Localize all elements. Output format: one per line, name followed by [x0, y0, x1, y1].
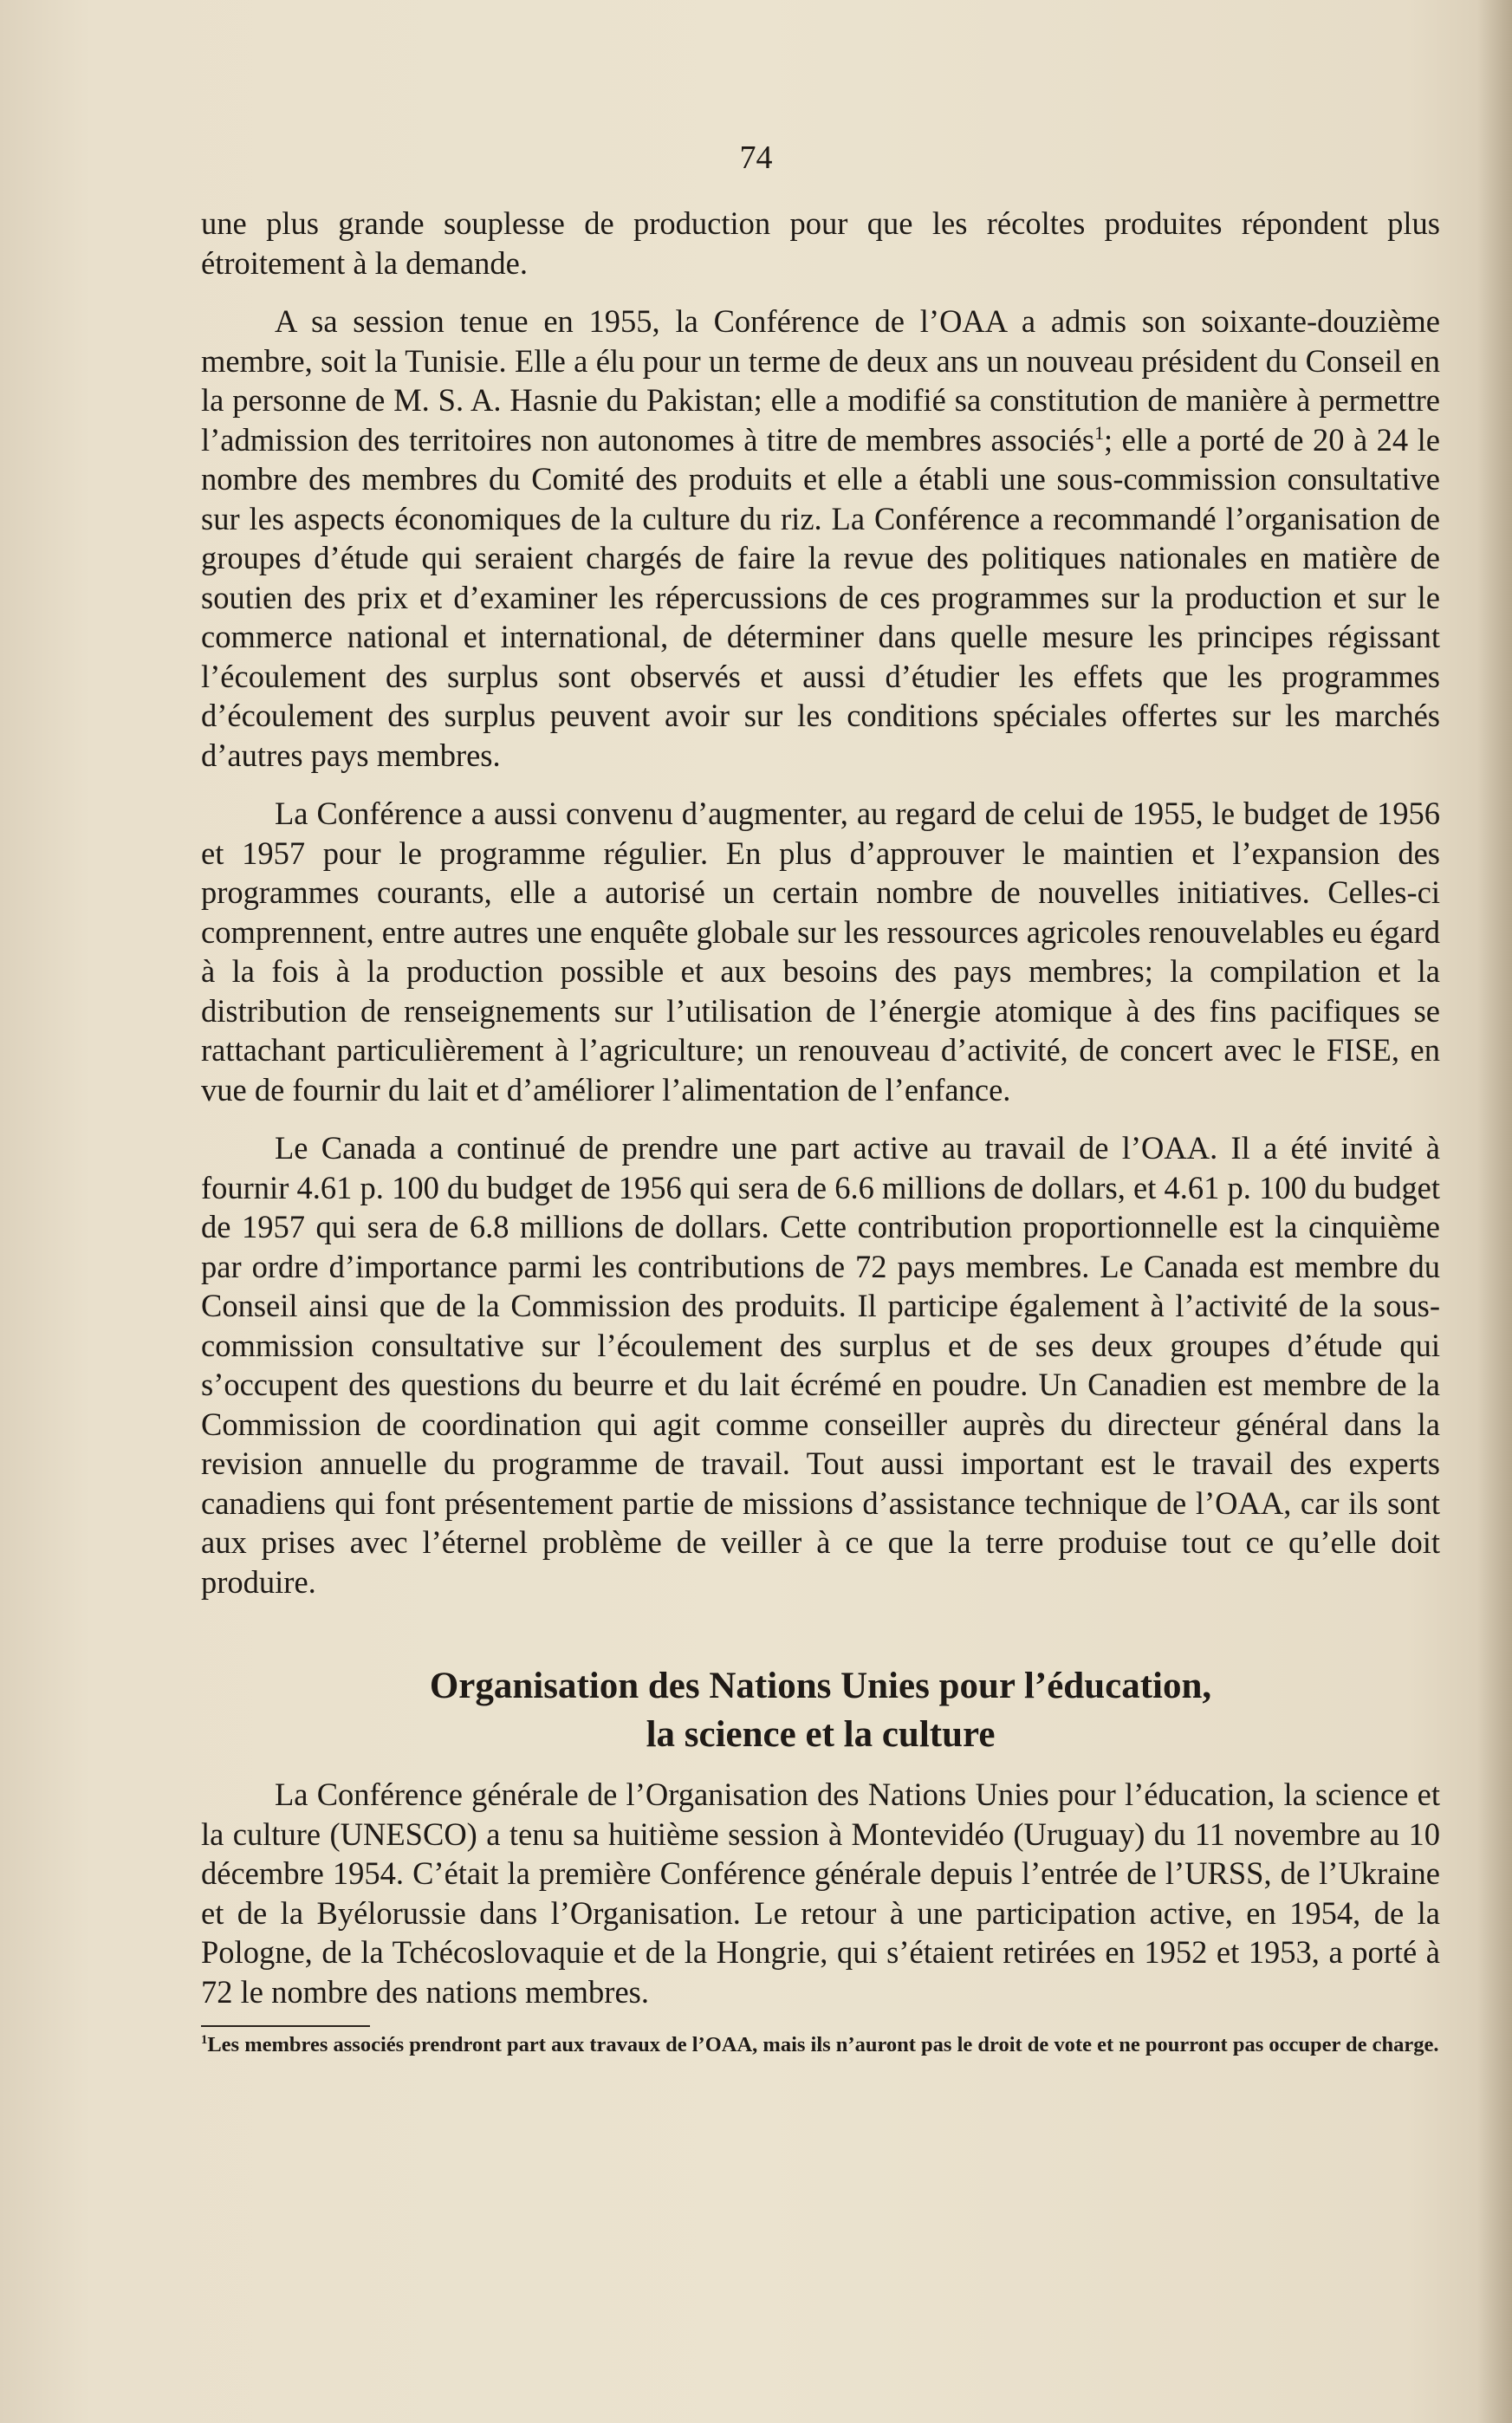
page-number: 74 [739, 140, 773, 176]
footnote-mark: 1 [201, 2032, 208, 2047]
paragraph-canada-oaa: Le Canada a continué de prendre une part active au travail de l’OAA. Il a été invité à fournir 4.61 p. 100 du budget de 1956 qui sera de 6.6 millions de dollars, et 4.61 p. 100 du budget de 1957 qui sera de 6.8 millions de dollars. Cette contribution proportionnelle est la cinquième par ordre d’importance parmi les contributions de 72 pays membres. Le Canada est membre du Conseil ainsi que de la Commission des produits. Il participe également à l’activité de la sous-commission consultative sur l’écoulement des surplus et de ses deux groupes d’étude qui s’occupent des questions du beurre et du lait écrémé en poudre. Un Canadien est membre de la Commission de coordination qui agit comme conseiller auprès du directeur général dans la revision annuelle du programme de travail. Tout aussi important est le travail des experts canadiens qui font présentement partie de missions d’assistance technique de l’OAA, car ils sont aux prises avec l’éternel problème de veiller à ce que la terre produise tout ce qu’elle doit produire. [201, 1130, 1440, 1600]
section-heading-line1: Organisation des Nations Unies pour l’éducation, [429, 1666, 1212, 1706]
paragraph-unesco-conference: La Conférence générale de l’Organisation des Nations Unies pour l’éducation, la science et la culture (UNESCO) a tenu sa huitième session à Montevidéo (Uruguay) du 11 novembre au 10 décembre 1954. C’était la première Conférence générale depuis l’entrée de l’URSS, de l’Ukraine et de la Byélorussie dans l’Organisation. Le retour à une participation active, en 1954, de la Pologne, de la Tchécoslovaquie et de la Hongrie, qui s’étaient retirées en 1952 et 1953, a porté à 72 le nombre des nations membres. [201, 1777, 1440, 2010]
paragraph-oaa-session-part1: A sa session tenue en 1955, la Conférence de l’OAA a admis son soixante-douzième membre, soit la Tunisie. Elle a élu pour un terme de deux ans un nouveau président du Conseil en la personne de M. S. A. Hasnie du Pakistan; elle a modifié sa constitution de manière à permettre l’admission des territoires non autonomes à titre de membres associés [201, 303, 1440, 458]
page-edge-shadow [1477, 0, 1512, 2423]
footnote-reference: 1 [1094, 421, 1105, 444]
body-text [201, 204, 1440, 2058]
section-heading-unesco [253, 1662, 1388, 1759]
paragraph-oaa-session-part2: ; elle a porté de 20 à 24 le nombre des membres du Comité des produits et elle a établi une sous-commission consultative sur les aspects économiques de la culture du riz. La Conférence a recommandé l’organisation de groupes d’étude qui seraient chargés de faire la revue des politiques nationales en matière de soutien des prix et d’examiner les répercussions de ces programmes sur la production et sur le commerce national et international, de déterminer dans quelle mesure les principes régissant l’écoulement des surplus sont observés et aussi d’étudier les effets que les programmes d’écoulement des surplus peuvent avoir sur les conditions spéciales offertes sur les marchés d’autres pays membres. [201, 421, 1441, 773]
paragraph-continuation: une plus grande souplesse de production pour que les récoltes produites répondent plus étroitement à la demande. [201, 205, 1440, 281]
paragraph-oaa-session [201, 302, 1440, 775]
footnote-divider [201, 2025, 370, 2027]
footnote-text: Les membres associés prendront part aux travaux de l’OAA, mais ils n’auront pas le droit de vote et ne pourront pas occuper de charge. [207, 2033, 1439, 2056]
paragraph-oaa-budget: La Conférence a aussi convenu d’augmenter, au regard de celui de 1955, le budget de 1956 et 1957 pour le programme régulier. En plus d’approuver le maintien et l’expansion des programmes courants, elle a autorisé un certain nombre de nouvelles initiatives. Celles-ci comprennent, entre autres une enquête globale sur les ressources agricoles renouvelables eu égard à la fois à la production possible et aux besoins des pays membres; la compilation et la distribution de renseignements sur l’utilisation de l’énergie atomique à des fins pacifiques se rattachant particulièrement à l’agriculture; un renouveau d’activité, de concert avec le FISE, en vue de fournir du lait et d’améliorer l’alimentation de l’enfance. [201, 796, 1441, 1108]
footnote [201, 2032, 1440, 2058]
section-heading-line2: la science et la culture [646, 1714, 996, 1755]
